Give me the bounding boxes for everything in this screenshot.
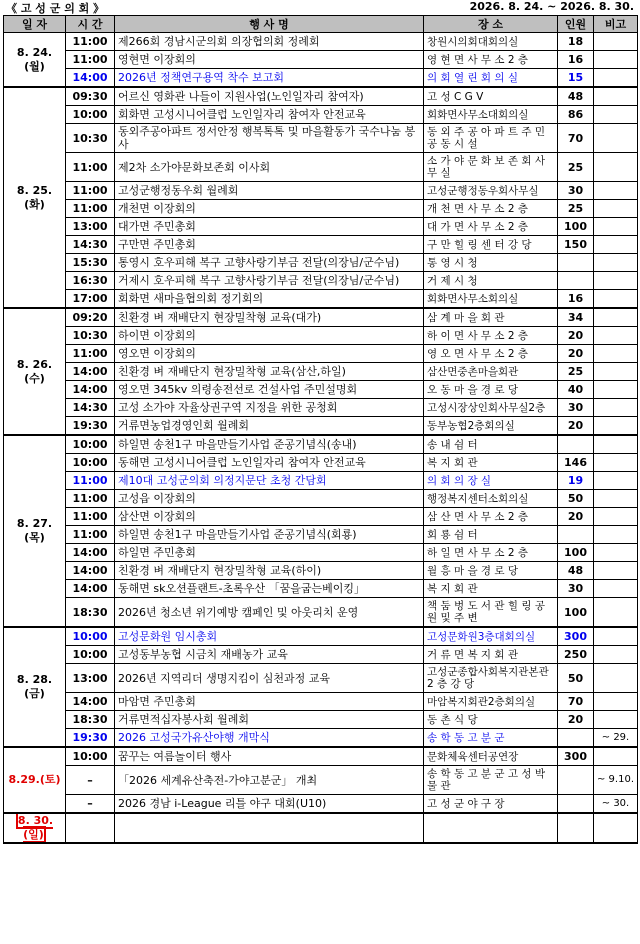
note-cell (594, 580, 638, 598)
note-cell (594, 272, 638, 290)
table-row (4, 345, 638, 363)
place-cell: 고 성 군 야 구 장 (424, 795, 558, 814)
note-cell (594, 33, 638, 51)
time-cell: 10:00 (66, 106, 115, 124)
col-place: 장 소 (424, 16, 558, 33)
people-cell: 15 (558, 69, 594, 88)
note-cell (594, 598, 638, 628)
event-cell: 제10대 고성군의회 의정지문단 초청 간담회 (115, 472, 424, 490)
table-row (4, 399, 638, 417)
people-cell (558, 795, 594, 814)
date-line: 8. 27. (16, 517, 53, 530)
note-cell (594, 747, 638, 766)
place-cell: 고성군행정동우회사무실 (424, 182, 558, 200)
place-cell: 하 일 면 사 무 소 2 층 (424, 544, 558, 562)
place-cell: 의 회 열 린 회 의 실 (424, 69, 558, 88)
table-row (4, 51, 638, 69)
date-cell (4, 747, 66, 813)
time-cell: 15:30 (66, 254, 115, 272)
table-row (4, 795, 638, 814)
table-row (4, 182, 638, 200)
table-row (4, 627, 638, 646)
time-cell: 09:20 (66, 308, 115, 327)
schedule-table (3, 15, 638, 844)
people-cell: 100 (558, 544, 594, 562)
note-cell (594, 562, 638, 580)
people-cell: 40 (558, 381, 594, 399)
table-row (4, 87, 638, 106)
time-cell: 14:00 (66, 544, 115, 562)
people-cell: 25 (558, 363, 594, 381)
table-header-row (4, 16, 638, 33)
time-cell: 11:00 (66, 200, 115, 218)
place-cell: 고성군종합사회복지관본관 2 층 강 당 (424, 664, 558, 693)
time-cell: 11:00 (66, 153, 115, 182)
event-cell: 통영시 호우피해 복구 고향사랑기부금 전달(의장님/군수님) (115, 254, 424, 272)
table-row (4, 200, 638, 218)
people-cell: 100 (558, 598, 594, 628)
place-cell: 통 영 시 청 (424, 254, 558, 272)
date-line: 8. 28. (16, 673, 53, 686)
event-cell: 거류면농업경영인회 월례회 (115, 417, 424, 436)
note-cell (594, 711, 638, 729)
event-cell: 2026년 정책연구용역 착수 보고회 (115, 69, 424, 88)
event-cell: 회화면 고성시니어클럽 노인일자리 참여자 안전교육 (115, 106, 424, 124)
date-line: 8. 24. (16, 45, 53, 59)
table-row (4, 729, 638, 748)
people-cell: 48 (558, 562, 594, 580)
date-cell (4, 435, 66, 627)
note-cell: ~ 30. (594, 795, 638, 814)
note-cell (594, 454, 638, 472)
note-cell: ~ 9.10. (594, 766, 638, 795)
place-cell: 오 동 마 을 경 로 당 (424, 381, 558, 399)
time-cell: 11:00 (66, 490, 115, 508)
place-cell: 개 천 면 사 무 소 2 층 (424, 200, 558, 218)
time-cell: 18:30 (66, 711, 115, 729)
time-cell: 10:30 (66, 124, 115, 153)
time-cell: 14:00 (66, 693, 115, 711)
event-cell: 거제시 호우피해 복구 고향사랑기부금 전달(의장님/군수님) (115, 272, 424, 290)
note-cell (594, 693, 638, 711)
place-cell: 대 가 면 사 무 소 2 층 (424, 218, 558, 236)
place-cell: 영 오 면 사 무 소 2 층 (424, 345, 558, 363)
date-line: 8.29.(토) (8, 773, 61, 786)
place-cell (424, 813, 558, 843)
time-cell (66, 813, 115, 843)
event-cell: 2026년 지역리더 생명지킴이 심천과정 교육 (115, 664, 424, 693)
place-cell: 회 룡 쉼 터 (424, 526, 558, 544)
time-cell: 19:30 (66, 729, 115, 748)
time-cell: 14:00 (66, 363, 115, 381)
time-cell: 14:00 (66, 381, 115, 399)
event-cell: 하이면 이장회의 (115, 327, 424, 345)
event-cell: 친환경 벼 재배단지 현장밀착형 교육(삼산,하일) (115, 363, 424, 381)
place-cell: 거 제 시 청 (424, 272, 558, 290)
note-cell (594, 435, 638, 454)
place-cell: 월 흥 마 을 경 로 당 (424, 562, 558, 580)
event-cell (115, 813, 424, 843)
table-row (4, 711, 638, 729)
note-cell (594, 290, 638, 309)
table-row (4, 544, 638, 562)
time-cell: 11:00 (66, 472, 115, 490)
col-time: 시 간 (66, 16, 115, 33)
time-cell: – (66, 766, 115, 795)
note-cell (594, 106, 638, 124)
col-event: 행 사 명 (115, 16, 424, 33)
event-cell: 구만면 주민총회 (115, 236, 424, 254)
table-row (4, 236, 638, 254)
date-line: (월) (24, 59, 45, 73)
note-cell (594, 51, 638, 69)
time-cell: 11:00 (66, 526, 115, 544)
note-cell (594, 254, 638, 272)
people-cell: 250 (558, 646, 594, 664)
event-cell: 고성 소가야 자율상권구역 지정을 위한 공청회 (115, 399, 424, 417)
note-cell (594, 627, 638, 646)
time-cell: 18:30 (66, 598, 115, 628)
note-cell (594, 87, 638, 106)
note-cell (594, 813, 638, 843)
time-cell: 11:00 (66, 51, 115, 69)
event-cell: 영현면 이장회의 (115, 51, 424, 69)
table-row (4, 562, 638, 580)
time-cell: 10:00 (66, 627, 115, 646)
place-cell: 구 만 힐 링 센 터 강 당 (424, 236, 558, 254)
people-cell: 30 (558, 182, 594, 200)
table-row (4, 363, 638, 381)
place-cell: 삼 산 면 사 무 소 2 층 (424, 508, 558, 526)
people-cell: 34 (558, 308, 594, 327)
people-cell: 19 (558, 472, 594, 490)
people-cell: 25 (558, 153, 594, 182)
note-cell (594, 490, 638, 508)
date-cell (4, 308, 66, 435)
note-cell (594, 381, 638, 399)
place-cell: 회화면사무소회의실 (424, 290, 558, 309)
place-cell: 삼 계 마 을 회 관 (424, 308, 558, 327)
note-cell (594, 182, 638, 200)
table-row (4, 580, 638, 598)
note-cell (594, 363, 638, 381)
people-cell: 18 (558, 33, 594, 51)
document-header (0, 0, 640, 15)
time-cell: 11:00 (66, 182, 115, 200)
people-cell: 20 (558, 417, 594, 436)
people-cell: 16 (558, 51, 594, 69)
place-cell: 복 지 회 관 (424, 454, 558, 472)
people-cell: 16 (558, 290, 594, 309)
note-cell (594, 508, 638, 526)
place-cell: 고 성 C G V (424, 87, 558, 106)
place-cell: 동부농협2층회의실 (424, 417, 558, 436)
event-cell: 고성읍 이장회의 (115, 490, 424, 508)
people-cell: 100 (558, 218, 594, 236)
table-row (4, 598, 638, 628)
place-cell: 송 학 동 고 분 군 (424, 729, 558, 748)
table-row (4, 693, 638, 711)
people-cell: 70 (558, 124, 594, 153)
date-cell (4, 87, 66, 308)
table-row (4, 290, 638, 309)
note-cell (594, 236, 638, 254)
note-cell (594, 327, 638, 345)
time-cell: 10:00 (66, 747, 115, 766)
table-row (4, 766, 638, 795)
event-cell: 하일면 송천1구 마을만들기사업 준공기념식(송내) (115, 435, 424, 454)
place-cell: 행정복지센터소회의실 (424, 490, 558, 508)
place-cell: 거 류 면 복 지 회 관 (424, 646, 558, 664)
place-cell: 소 가 야 문 화 보 존 회 사 무 실 (424, 153, 558, 182)
date-line: (화) (24, 197, 45, 211)
date-cell (4, 627, 66, 747)
note-cell (594, 308, 638, 327)
date-range: 2026. 8. 24. ~ 2026. 8. 30. (469, 0, 634, 13)
date-line: (금) (24, 687, 45, 700)
table-row (4, 526, 638, 544)
date-cell (4, 813, 66, 843)
time-cell: 14:30 (66, 236, 115, 254)
table-row (4, 646, 638, 664)
event-cell: 고성동부농협 시금치 재배농가 교육 (115, 646, 424, 664)
people-cell: 146 (558, 454, 594, 472)
event-cell: 고성군행정동우회 월례회 (115, 182, 424, 200)
note-cell (594, 218, 638, 236)
place-cell: 창원시의회대회의실 (424, 33, 558, 51)
people-cell (558, 435, 594, 454)
table-row (4, 747, 638, 766)
event-cell: 동외주공아파트 정서안정 행복톡톡 및 마을활동가 국수나눔 봉사 (115, 124, 424, 153)
date-cell (4, 33, 66, 88)
table-row (4, 254, 638, 272)
event-cell: 「2026 세계유산축전-가야고분군」 개최 (115, 766, 424, 795)
note-cell (594, 544, 638, 562)
place-cell: 복 지 회 관 (424, 580, 558, 598)
place-cell: 고성시장상인회사무실2층 (424, 399, 558, 417)
table-row (4, 327, 638, 345)
table-row (4, 106, 638, 124)
note-cell (594, 69, 638, 88)
event-cell: 동해면 고성시니어클럽 노인일자리 참여자 안전교육 (115, 454, 424, 472)
time-cell: 11:00 (66, 33, 115, 51)
note-cell (594, 664, 638, 693)
time-cell: 10:00 (66, 646, 115, 664)
time-cell: 10:30 (66, 327, 115, 345)
place-cell: 의 회 의 장 실 (424, 472, 558, 490)
table-row (4, 454, 638, 472)
event-cell: 대가면 주민총회 (115, 218, 424, 236)
table-row (4, 218, 638, 236)
people-cell: 20 (558, 327, 594, 345)
time-cell: 16:30 (66, 272, 115, 290)
note-cell (594, 417, 638, 436)
people-cell: 20 (558, 711, 594, 729)
people-cell: 300 (558, 747, 594, 766)
event-cell: 영오면 이장회의 (115, 345, 424, 363)
time-cell: – (66, 795, 115, 814)
table-row (4, 490, 638, 508)
event-cell: 2026 경남 i-League 리틀 야구 대회(U10) (115, 795, 424, 814)
time-cell: 11:00 (66, 508, 115, 526)
table-row (4, 69, 638, 88)
date-line: (수) (24, 371, 45, 385)
event-cell: 제2차 소가야문화보존회 이사회 (115, 153, 424, 182)
place-cell: 책 둠 벙 도 서 관 힐 링 공 원 및 주 변 (424, 598, 558, 628)
place-cell: 삼산면중촌마을회관 (424, 363, 558, 381)
col-date: 일 자 (4, 16, 66, 33)
place-cell: 동 외 주 공 아 파 트 주 민 공 동 시 설 (424, 124, 558, 153)
place-cell: 영 현 면 사 무 소 2 층 (424, 51, 558, 69)
table-row (4, 308, 638, 327)
event-cell: 동해면 sk오션플랜트-초록우산 「꿈을굽는베이킹」 (115, 580, 424, 598)
event-cell: 고성문화원 임시총회 (115, 627, 424, 646)
table-row (4, 381, 638, 399)
time-cell: 10:00 (66, 435, 115, 454)
people-cell: 30 (558, 399, 594, 417)
table-row (4, 508, 638, 526)
event-cell: 개천면 이장회의 (115, 200, 424, 218)
time-cell: 13:00 (66, 664, 115, 693)
people-cell: 30 (558, 580, 594, 598)
time-cell: 14:00 (66, 562, 115, 580)
event-cell: 마암면 주민총회 (115, 693, 424, 711)
people-cell: 20 (558, 345, 594, 363)
time-cell: 14:30 (66, 399, 115, 417)
event-cell: 친환경 벼 재배단지 현장밀착형 교육(대가) (115, 308, 424, 327)
note-cell (594, 646, 638, 664)
people-cell: 86 (558, 106, 594, 124)
document-title: 《 고 성 군 의 회 》 (6, 2, 105, 15)
people-cell: 300 (558, 627, 594, 646)
event-cell: 거류면적십자봉사회 월례회 (115, 711, 424, 729)
table-row (4, 813, 638, 843)
event-cell: 하일면 송천1구 마을만들기사업 준공기념식(회룡) (115, 526, 424, 544)
col-note: 비고 (594, 16, 638, 33)
place-cell: 하 이 면 사 무 소 2 층 (424, 327, 558, 345)
note-cell (594, 399, 638, 417)
people-cell (558, 526, 594, 544)
event-cell: 어르신 영화관 나들이 지원사업(노인일자리 참여자) (115, 87, 424, 106)
people-cell (558, 813, 594, 843)
date-line: 8. 25. (16, 183, 53, 197)
event-cell: 영오면 345kv 의령송전선로 건설사업 주민설명회 (115, 381, 424, 399)
table-row (4, 153, 638, 182)
place-cell: 마암복지회관2층회의실 (424, 693, 558, 711)
event-cell: 2026년 청소년 위기예방 캠페인 및 아웃리치 운영 (115, 598, 424, 628)
event-cell: 하일면 주민총회 (115, 544, 424, 562)
time-cell: 14:00 (66, 69, 115, 88)
event-cell: 2026 고성국가유산야행 개막식 (115, 729, 424, 748)
time-cell: 14:00 (66, 580, 115, 598)
place-cell: 송 내 쉼 터 (424, 435, 558, 454)
place-cell: 회화면사무소대회의실 (424, 106, 558, 124)
people-cell (558, 766, 594, 795)
people-cell: 50 (558, 664, 594, 693)
note-cell (594, 200, 638, 218)
table-row (4, 33, 638, 51)
place-cell: 문화체육센터공연장 (424, 747, 558, 766)
people-cell: 48 (558, 87, 594, 106)
note-cell: ~ 29. (594, 729, 638, 748)
note-cell (594, 124, 638, 153)
table-row (4, 435, 638, 454)
note-cell (594, 153, 638, 182)
people-cell: 70 (558, 693, 594, 711)
event-cell: 친환경 벼 재배단지 현장밀착형 교육(하이) (115, 562, 424, 580)
people-cell (558, 729, 594, 748)
note-cell (594, 345, 638, 363)
people-cell: 25 (558, 200, 594, 218)
time-cell: 13:00 (66, 218, 115, 236)
note-cell (594, 472, 638, 490)
col-people: 인원 (558, 16, 594, 33)
event-cell: 꿈꾸는 여름놀이터 행사 (115, 747, 424, 766)
time-cell: 17:00 (66, 290, 115, 309)
date-line: (목) (24, 531, 45, 544)
date-line: 8. 30.(일) (17, 814, 54, 841)
table-row (4, 417, 638, 436)
time-cell: 09:30 (66, 87, 115, 106)
people-cell (558, 254, 594, 272)
event-cell: 삼산면 이장회의 (115, 508, 424, 526)
event-cell: 회화면 새마을협의회 정기회의 (115, 290, 424, 309)
time-cell: 19:30 (66, 417, 115, 436)
people-cell: 50 (558, 490, 594, 508)
place-cell: 송 학 동 고 분 군 고 성 박 물 관 (424, 766, 558, 795)
time-cell: 11:00 (66, 345, 115, 363)
note-cell (594, 526, 638, 544)
people-cell: 20 (558, 508, 594, 526)
place-cell: 고성문화원3층대회의실 (424, 627, 558, 646)
table-row (4, 664, 638, 693)
people-cell: 150 (558, 236, 594, 254)
table-row (4, 272, 638, 290)
table-row (4, 124, 638, 153)
people-cell (558, 272, 594, 290)
place-cell: 동 촌 식 당 (424, 711, 558, 729)
date-line: 8. 26. (16, 357, 53, 371)
event-cell: 제266회 경남시군의회 의장협의회 정례회 (115, 33, 424, 51)
time-cell: 10:00 (66, 454, 115, 472)
table-row (4, 472, 638, 490)
